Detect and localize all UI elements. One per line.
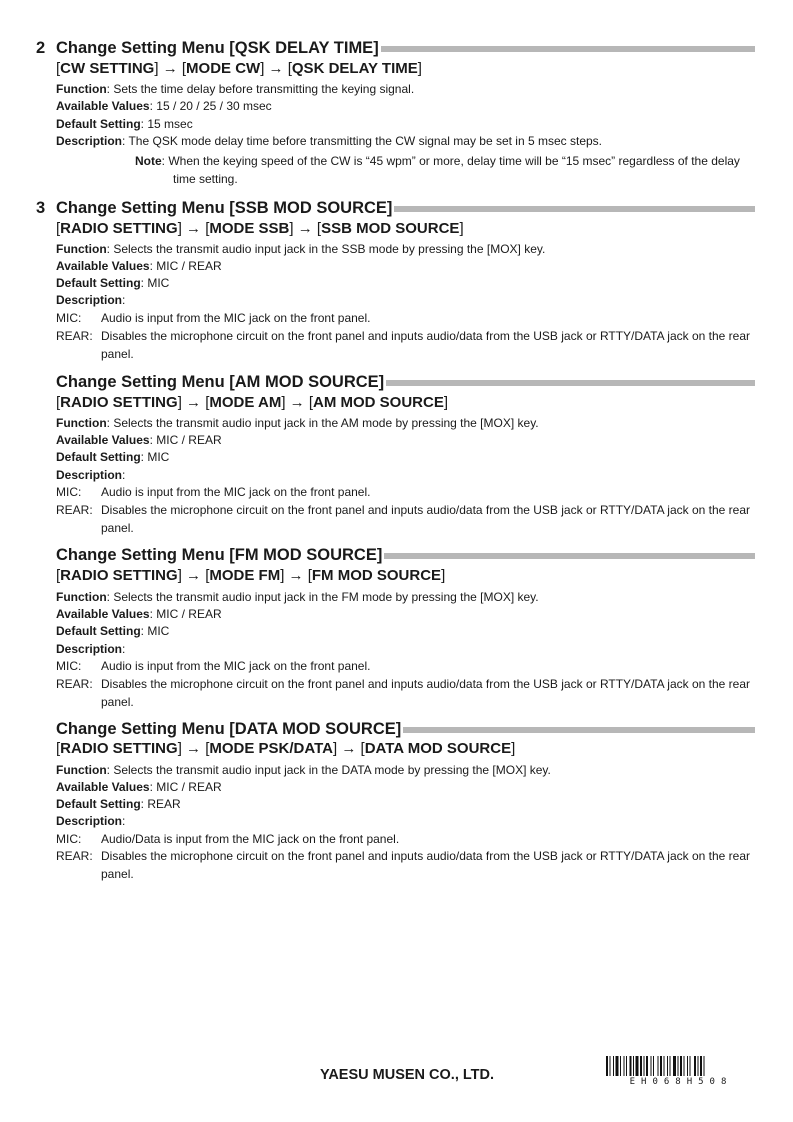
barcode-stripe — [678, 1056, 679, 1076]
function-line: Function: Selects the transmit audio input jack in the DATA mode by pressing the [MOX] key. — [56, 763, 551, 777]
barcode-stripe — [670, 1056, 671, 1076]
function-line: Function: Selects the transmit audio input jack in the AM mode by pressing the [MOX] key. — [56, 416, 539, 430]
barcode-stripe — [684, 1056, 685, 1076]
menu-path: [RADIO SETTING] → [MODE AM] → [AM MOD SOURCE] — [56, 394, 449, 411]
barcode-stripe — [630, 1056, 632, 1076]
menu-path: [RADIO SETTING] → [MODE PSK/DATA] → [DATA MOD SOURCE] — [56, 740, 516, 757]
section-title: Change Setting Menu [FM MOD SOURCE] — [56, 546, 383, 564]
rear-description: REAR: Disables the microphone circuit on the front panel and inputs audio/data from the USB jack or RTTY/DATA jack on the rear panel. — [56, 677, 750, 709]
barcode-stripe — [626, 1056, 627, 1076]
barcode-stripe — [694, 1056, 696, 1076]
mic-description: MIC: Audio is input from the MIC jack on the front panel. — [56, 485, 371, 499]
barcode-stripe — [620, 1056, 621, 1076]
barcode-stripe — [616, 1056, 619, 1076]
values-line: Available Values: 15 / 20 / 25 / 30 msec — [56, 99, 272, 113]
section-heading — [56, 719, 755, 739]
description-line: Description: — [56, 814, 126, 828]
mic-description: MIC: Audio is input from the MIC jack on the front panel. — [56, 659, 371, 673]
menu-path: [RADIO SETTING] → [MODE FM] → [FM MOD SOURCE] — [56, 567, 446, 584]
barcode-stripe — [636, 1056, 639, 1076]
barcode-stripe — [660, 1056, 662, 1076]
values-line: Available Values: MIC / REAR — [56, 259, 222, 273]
rear-description: REAR: Disables the microphone circuit on the front panel and inputs audio/data from the USB jack or RTTY/DATA jack on the rear panel. — [56, 503, 750, 535]
section-title: Change Setting Menu [AM MOD SOURCE] — [56, 373, 385, 391]
function-line: Function: Selects the transmit audio input jack in the FM mode by pressing the [MOX] key. — [56, 590, 539, 604]
barcode-stripe — [606, 1056, 608, 1076]
barcode-stripe — [690, 1056, 691, 1076]
section-number: 2 — [36, 39, 46, 57]
barcode-stripe — [651, 1056, 652, 1076]
function-line: Function: Sets the time delay before transmitting the keying signal. — [56, 82, 415, 96]
default-line: Default Setting: MIC — [56, 276, 170, 290]
description-line: Description: — [56, 642, 126, 656]
barcode-stripe — [680, 1056, 682, 1076]
section-title: Change Setting Menu [DATA MOD SOURCE] — [56, 720, 402, 738]
section-heading — [56, 372, 755, 392]
barcode-stripe — [613, 1056, 614, 1076]
barcode-stripe — [698, 1056, 699, 1076]
barcode-stripe — [624, 1056, 625, 1076]
description-line: Description: The QSK mode delay time before transmitting the CW signal may be set in 5 msec steps. — [56, 134, 603, 148]
section-title: Change Setting Menu [SSB MOD SOURCE] — [56, 199, 393, 217]
values-line: Available Values: MIC / REAR — [56, 780, 222, 794]
barcode-stripe — [644, 1056, 645, 1076]
barcode-stripe — [640, 1056, 642, 1076]
barcode-stripe — [653, 1056, 654, 1076]
barcode-stripe — [658, 1056, 659, 1076]
default-line: Default Setting: MIC — [56, 450, 170, 464]
description-line: Description: — [56, 293, 126, 307]
barcode-stripe — [664, 1056, 665, 1076]
menu-path: [CW SETTING] → [MODE CW] → [QSK DELAY TIME] — [56, 60, 422, 77]
values-line: Available Values: MIC / REAR — [56, 433, 222, 447]
barcode-stripe — [646, 1056, 648, 1076]
section-number: 3 — [36, 199, 46, 217]
function-line: Function: Selects the transmit audio input jack in the SSB mode by pressing the [MOX] key. — [56, 242, 546, 256]
barcode-icon — [606, 1056, 756, 1076]
note: Note: When the keying speed of the CW is “45 wpm” or more, delay time will be “15 msec” regardless of the delay time setting. — [135, 154, 740, 186]
section-title: Change Setting Menu [QSK DELAY TIME] — [56, 39, 379, 57]
barcode-number: EH068H508 — [629, 1077, 733, 1087]
default-line: Default Setting: 15 msec — [56, 117, 193, 131]
description-line: Description: — [56, 468, 126, 482]
rear-description: REAR: Disables the microphone circuit on the front panel and inputs audio/data from the USB jack or RTTY/DATA jack on the rear panel. — [56, 849, 750, 881]
barcode-stripe — [610, 1056, 611, 1076]
mic-description: MIC: Audio/Data is input from the MIC jack on the front panel. — [56, 832, 400, 846]
mic-description: MIC: Audio is input from the MIC jack on the front panel. — [56, 311, 371, 325]
barcode — [606, 1056, 756, 1087]
barcode-stripe — [704, 1056, 705, 1076]
barcode-stripe — [633, 1056, 634, 1076]
barcode-stripe — [687, 1056, 688, 1076]
section-heading — [56, 198, 755, 218]
barcode-stripe — [667, 1056, 668, 1076]
menu-path: [RADIO SETTING] → [MODE SSB] → [SSB MOD SOURCE] — [56, 220, 464, 237]
default-line: Default Setting: REAR — [56, 797, 181, 811]
company-name: YAESU MUSEN CO., LTD. — [320, 1067, 495, 1083]
section-heading — [56, 38, 755, 58]
values-line: Available Values: MIC / REAR — [56, 607, 222, 621]
barcode-stripe — [700, 1056, 702, 1076]
section-heading — [56, 545, 755, 565]
default-line: Default Setting: MIC — [56, 624, 170, 638]
rear-description: REAR: Disables the microphone circuit on the front panel and inputs audio/data from the USB jack or RTTY/DATA jack on the rear panel. — [56, 329, 750, 361]
barcode-stripe — [673, 1056, 676, 1076]
